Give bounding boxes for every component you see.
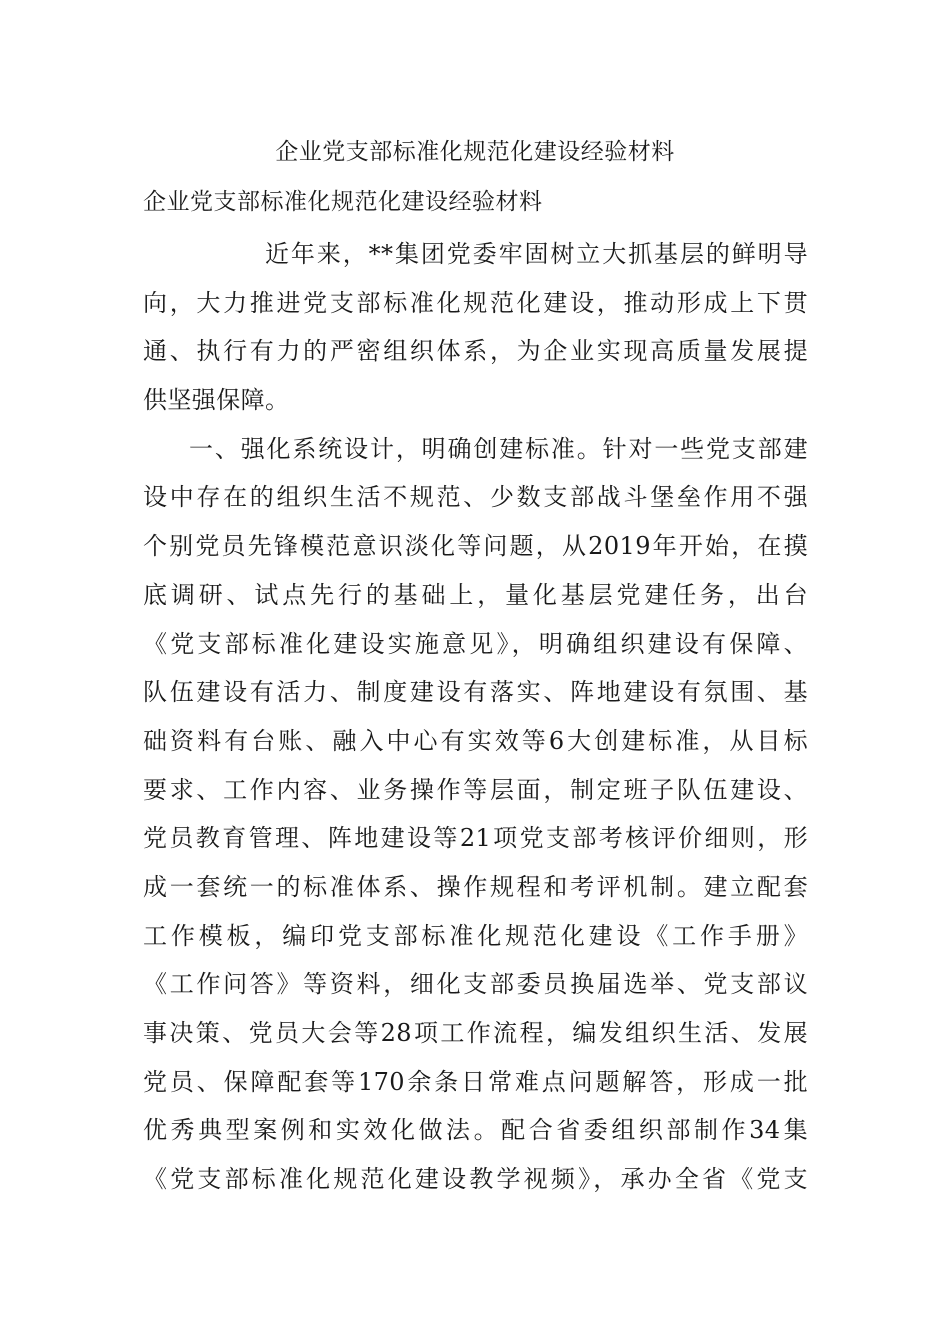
paragraph-line: 础资料有台账、融入中心有实效等6大创建标准，从目标 [143, 726, 808, 755]
paragraph-line: 工作模板，编印党支部标准化规范化建设《工作手册》 [143, 921, 808, 950]
paragraph-line: 近年来，**集团党委牢固树立大抓基层的鲜明导 [265, 240, 808, 268]
paragraph-line: 事决策、党员大会等28项工作流程，编发组织生活、发展 [143, 1019, 808, 1047]
paragraph-line: 成一套统一的标准体系、操作规程和考评机制。建立配套 [143, 872, 808, 901]
paragraph-line: 一、强化系统设计，明确创建标准。针对一些党支部建 [189, 434, 808, 463]
paragraph-line: 底调研、试点先行的基础上，量化基层党建任务，出台 [143, 580, 808, 609]
paragraph-line: 通、执行有力的严密组织体系，为企业实现高质量发展提 [143, 337, 808, 366]
document-subtitle: 企业党支部标准化规范化建设经验材料 [143, 189, 543, 215]
paragraph-line: 优秀典型案例和实效化做法。配合省委组织部制作34集 [143, 1116, 808, 1145]
paragraph-line: 《党支部标准化建设实施意见》，明确组织建设有保障、 [143, 629, 808, 658]
paragraph-line: 要求、工作内容、业务操作等层面，制定班子队伍建设、 [143, 775, 808, 804]
paragraph-line: 党员、保障配套等170余条日常难点问题解答，形成一批 [143, 1067, 808, 1096]
paragraph-line: 队伍建设有活力、制度建设有落实、阵地建设有氛围、基 [143, 678, 808, 707]
document-title: 企业党支部标准化规范化建设经验材料 [275, 139, 675, 165]
paragraph-line: 向，大力推进党支部标准化规范化建设，推动形成上下贯 [143, 288, 808, 317]
paragraph-line: 《工作问答》等资料，细化支部委员换届选举、党支部议 [143, 970, 808, 999]
paragraph-line: 党员教育管理、阵地建设等21项党支部考核评价细则，形 [143, 824, 808, 853]
paragraph-line: 供坚强保障。 [143, 386, 290, 415]
paragraph-line: 《党支部标准化规范化建设教学视频》，承办全省《党支 [143, 1165, 808, 1194]
paragraph-line: 个别党员先锋模范意识淡化等问题，从2019年开始，在摸 [143, 532, 808, 561]
paragraph-line: 设中存在的组织生活不规范、少数支部战斗堡垒作用不强 [143, 483, 808, 512]
document-body [143, 230, 808, 1204]
